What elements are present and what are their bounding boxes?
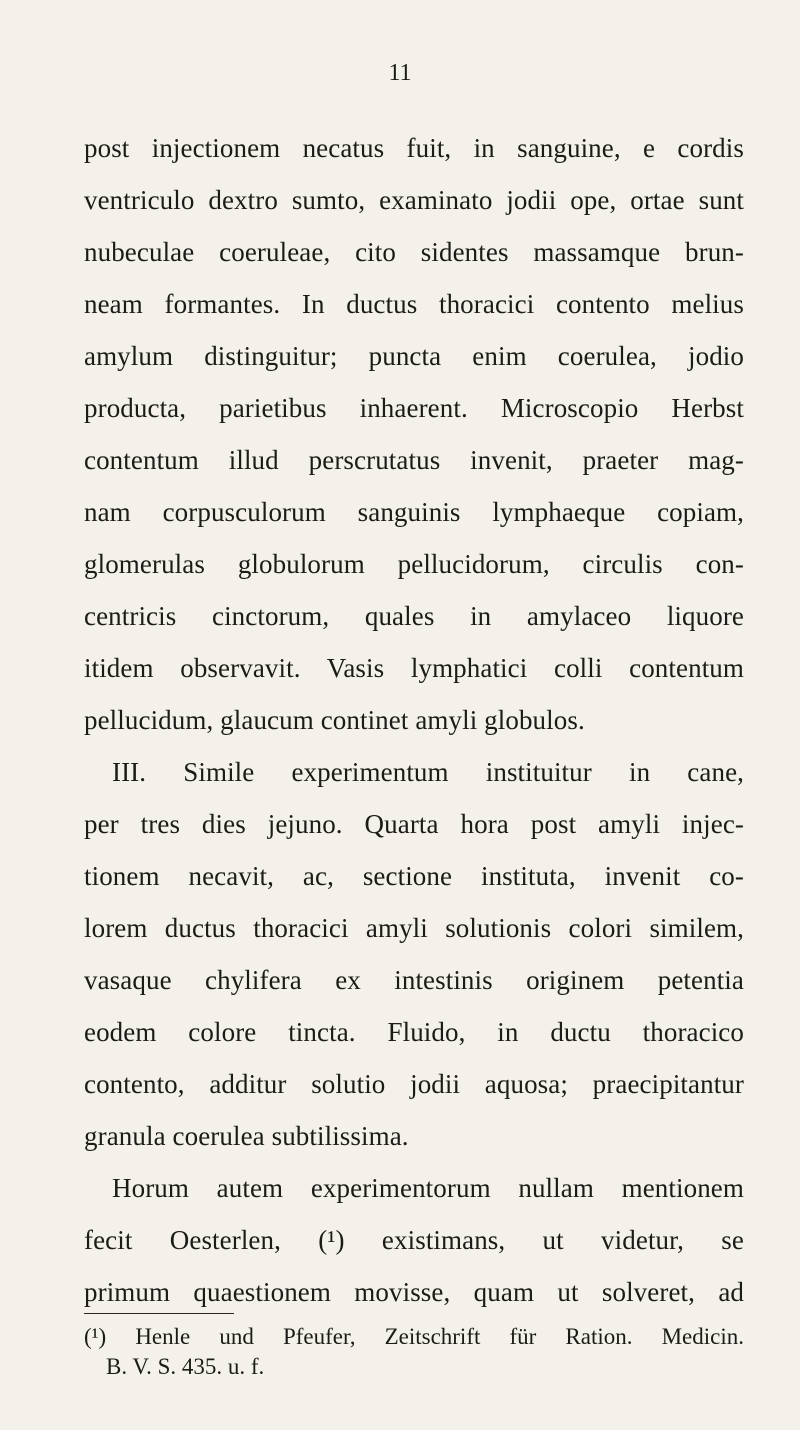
text-line: granula coerulea subtilissima. xyxy=(84,1121,409,1151)
footnote xyxy=(84,1322,744,1382)
paragraph-1 xyxy=(84,122,744,746)
text-line: post injectionem necatus fuit, in sanguine, e cordis xyxy=(84,133,744,163)
text-line: nubeculae coeruleae, cito sidentes massamque brun- xyxy=(84,237,744,267)
text-line: fecit Oesterlen, (¹) existimans, ut videtur, se xyxy=(84,1225,744,1255)
text-line: neam formantes. In ductus thoracici contento melius xyxy=(84,289,744,319)
text-line: amylum distinguitur; puncta enim coerulea, jodio xyxy=(84,341,744,371)
text-line: primum quaestionem movisse, quam ut solveret, ad xyxy=(84,1277,744,1307)
footnote-line: (¹) Henle und Pfeufer, Zeitschrift für Ration. Medicin. xyxy=(84,1324,744,1349)
page-number: 11 xyxy=(388,60,412,86)
text-line: producta, parietibus inhaerent. Microscopio Herbst xyxy=(84,393,744,423)
text-line: contento, additur solutio jodii aquosa; praecipitantur xyxy=(84,1069,744,1099)
text-line: pellucidum, glaucum continet amyli globulos. xyxy=(84,705,585,735)
body-text xyxy=(84,122,744,1318)
text-line: eodem colore tincta. Fluido, in ductu thoracico xyxy=(84,1017,744,1047)
footnote-line: B. V. S. 435. u. f. xyxy=(106,1354,265,1379)
text-line: III. Simile experimentum instituitur in cane, xyxy=(112,757,744,787)
text-line: itidem observavit. Vasis lymphatici colli contentum xyxy=(84,653,744,683)
paragraph-2 xyxy=(84,746,744,1162)
text-line: contentum illud perscrutatus invenit, praeter mag- xyxy=(84,445,744,475)
paragraph-3 xyxy=(84,1162,744,1318)
text-line: lorem ductus thoracici amyli solutionis colori similem, xyxy=(84,913,744,943)
text-line: nam corpusculorum sanguinis lymphaeque copiam, xyxy=(84,497,744,527)
text-line: tionem necavit, ac, sectione instituta, invenit co- xyxy=(84,861,744,891)
text-line: vasaque chylifera ex intestinis originem petentia xyxy=(84,965,744,995)
text-line: per tres dies jejuno. Quarta hora post amyli injec- xyxy=(84,809,744,839)
footnote-rule xyxy=(84,1313,234,1314)
text-line: centricis cinctorum, quales in amylaceo liquore xyxy=(84,601,744,631)
text-line: glomerulas globulorum pellucidorum, circulis con- xyxy=(84,549,744,579)
text-line: ventriculo dextro sumto, examinato jodii ope, ortae sunt xyxy=(84,185,744,215)
text-line: Horum autem experimentorum nullam mentionem xyxy=(112,1173,744,1203)
